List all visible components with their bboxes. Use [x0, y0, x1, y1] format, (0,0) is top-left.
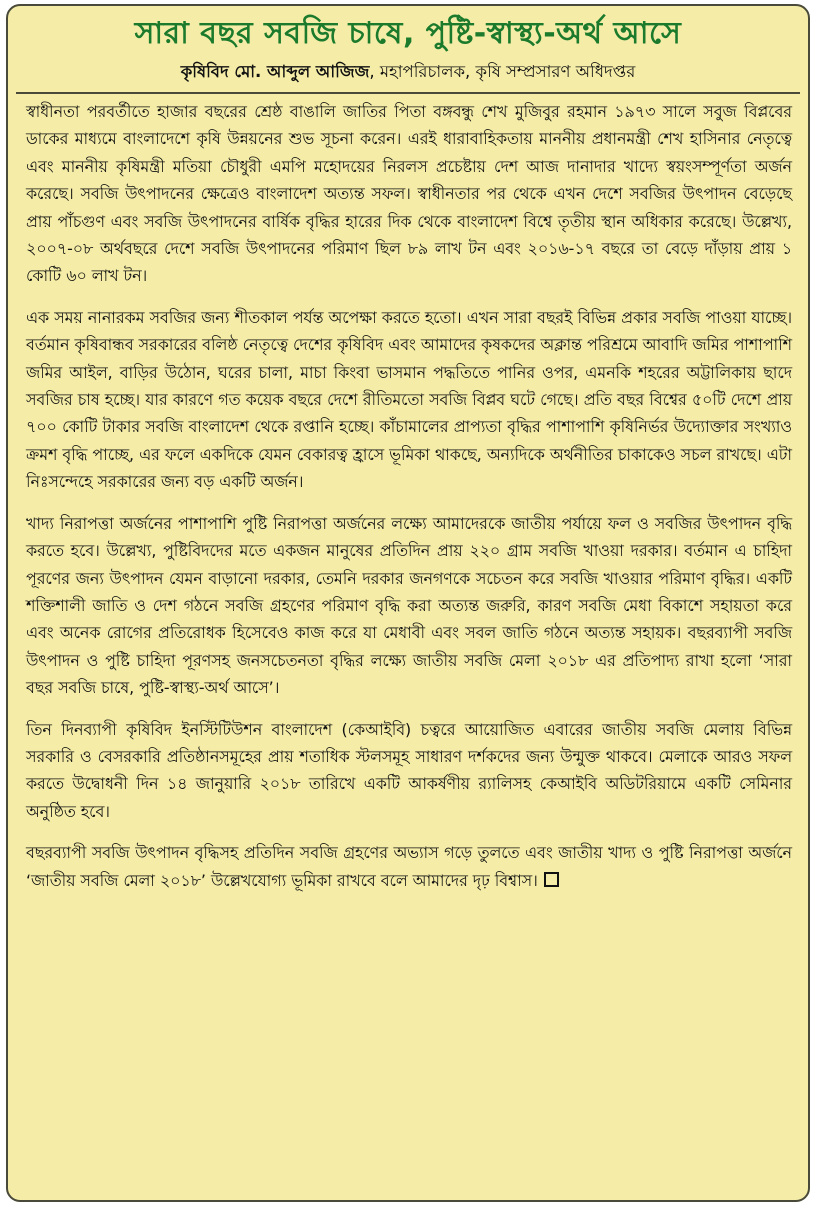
header-divider: [16, 92, 800, 94]
paragraph-4: তিন দিনব্যাপী কৃষিবিদ ইনস্টিটিউশন বাংলাদেশ (কেআইবি) চত্বরে আয়োজিত এবারের জাতীয় সবজি মেলায় বিভিন্ন সরকারি ও বেসরকারি প্রতিষ্ঠানসমূহের প্রায় শতাধিক স্টলসমূহ সাধারণ দর্শকদের জন্য উন্মুক্ত থাকবে। মেলাকে আরও সফল করতে উদ্বোধনী দিন ১৪ জানুয়ারি ২০১৮ তারিখে একটি আকর্ষণীয় র‍্যালিসহ কেআইবি অডিটরিয়ামে একটি সেমিনার অনুষ্ঠিত হবে।: [26, 719, 792, 821]
article-box: [6, 4, 810, 1202]
article-byline: [8, 60, 808, 84]
paragraph-2: এক সময় নানারকম সবজির জন্য শীতকাল পর্যন্ত অপেক্ষা করতে হতো। এখন সারা বছরই বিভিন্ন প্রকার সবজি পাওয়া যাচ্ছে। বর্তমান কৃষিবান্ধব সরকারের বলিষ্ঠ নেতৃত্বে দেশের কৃষিবিদ এবং আমাদের কৃষকদের অক্লান্ত পরিশ্রমে আবাদি জমির পাশাপাশি জমির আইল, বাড়ির উঠোন, ঘরের চালা, মাচা কিংবা ভাসমান পদ্ধতিতে পানির ওপর, এমনকি শহরের অট্টালিকায় ছাদে সবজির চাষ হচ্ছে। যার কারণে গত কয়েক বছরে দেশে রীতিমতো সবজি বিপ্লব ঘটে গেছে। প্রতি বছর বিশ্বের ৫০টি দেশে প্রায় ৭০০ কোটি টাকার সবজি বাংলাদেশ থেকে রপ্তানি হচ্ছে। কাঁচামালের প্রাপ্যতা বৃদ্ধির পাশাপাশি কৃষিনির্ভর উদ্যোক্তার সংখ্যাও ক্রমশ বৃদ্ধি পাচ্ছে, এর ফলে একদিকে যেমন বেকারত্ব হ্রাসে ভূমিকা থাকছে, অন্যদিকে অর্থনীতির চাকাকেও সচল রাখছে। এটা নিঃসন্দেহে সরকারের জন্য বড় একটি অর্জন।: [26, 307, 792, 492]
paragraph-5: [26, 839, 792, 894]
article-headline: সারা বছর সবজি চাষে, পুষ্টি-স্বাস্থ্য-অর্থ আসে: [134, 16, 682, 51]
article-body: [26, 98, 792, 908]
end-of-article-square-icon: [544, 872, 559, 887]
author-title: , মহাপরিচালক, কৃষি সম্প্রসারণ অধিদপ্তর: [369, 62, 636, 81]
paragraph-1: স্বাধীনতা পরবর্তীতে হাজার বছরের শ্রেষ্ঠ বাঙালি জাতির পিতা বঙ্গবন্ধু শেখ মুজিবুর রহমান ১৯৭৩ সালে সবুজ বিপ্লবের ডাকের মাধ্যমে বাংলাদেশে কৃষি উন্নয়নের শুভ সূচনা করেন। এরই ধারাবাহিকতায় মাননীয় প্রধানমন্ত্রী শেখ হাসিনার নেতৃত্বে এবং মাননীয় কৃষিমন্ত্রী মতিয়া চৌধুরী এমপি মহোদয়ের নিরলস প্রচেষ্টায় দেশ আজ দানাদার খাদ্যে স্বয়ংসম্পূর্ণতা অর্জন করেছে। সবজি উৎপাদনের ক্ষেত্রেও বাংলাদেশ অত্যন্ত সফল। স্বাধীনতার পর থেকে এখন দেশে সবজির উৎপাদন বেড়েছে প্রায় পাঁচগুণ এবং সবজি উৎপাদনের বার্ষিক বৃদ্ধির হারের দিক থেকে বাংলাদেশ বিশ্বে তৃতীয় স্থান অধিকার করেছে। উল্লেখ্য, ২০০৭-০৮ অর্থবছরে দেশে সবজি উৎপাদনের পরিমাণ ছিল ৮৯ লাখ টন এবং ২০১৬-১৭ বছরে তা বেড়ে দাঁড়ায় প্রায় ১ কোটি ৬০ লাখ টন।: [26, 102, 792, 286]
author-name: কৃষিবিদ মো. আব্দুল আজিজ: [180, 62, 370, 81]
paragraph-3: খাদ্য নিরাপত্তা অর্জনের পাশাপাশি পুষ্টি নিরাপত্তা অর্জনের লক্ষ্যে আমাদেরকে জাতীয় পর্যায়ে ফল ও সবজির উৎপাদন বৃদ্ধি করতে হবে। উল্লেখ্য, পুষ্টিবিদদের মতে একজন মানুষের প্রতিদিন প্রায় ২২০ গ্রাম সবজি খাওয়া দরকার। বর্তমান এ চাহিদা পূরণের জন্য উৎপাদন যেমন বাড়ানো দরকার, তেমনি দরকার জনগণকে সচেতন করে সবজি খাওয়ার পরিমাণ বৃদ্ধির। একটি শক্তিশালী জাতি ও দেশ গঠনে সবজি গ্রহণের পরিমাণ বৃদ্ধি করা অত্যন্ত জরুরি, কারণ সবজি মেধা বিকাশে সহায়তা করে এবং অনেক রোগের প্রতিরোধক হিসেবেও কাজ করে যা মেধাবী এবং সবল জাতি গঠনে অত্যন্ত সহায়ক। বছরব্যাপী সবজি উৎপাদন ও পুষ্টি চাহিদা পূরণসহ জনসচেতনতা বৃদ্ধির লক্ষ্যে জাতীয় সবজি মেলা ২০১৮ এর প্রতিপাদ্য রাখা হলো ‘সারা বছর সবজি চাষে, পুষ্টি-স্বাস্থ্য-অর্থ আসে’।: [26, 513, 792, 698]
paragraph-5-text: বছরব্যাপী সবজি উৎপাদন বৃদ্ধিসহ প্রতিদিন সবজি গ্রহণের অভ্যাস গড়ে তুলতে এবং জাতীয় খাদ্য ও পুষ্টি নিরাপত্তা অর্জনে ‘জাতীয় সবজি মেলা ২০১৮’ উল্লেখযোগ্য ভূমিকা রাখবে বলে আমাদের দৃঢ় বিশ্বাস।: [26, 843, 792, 890]
